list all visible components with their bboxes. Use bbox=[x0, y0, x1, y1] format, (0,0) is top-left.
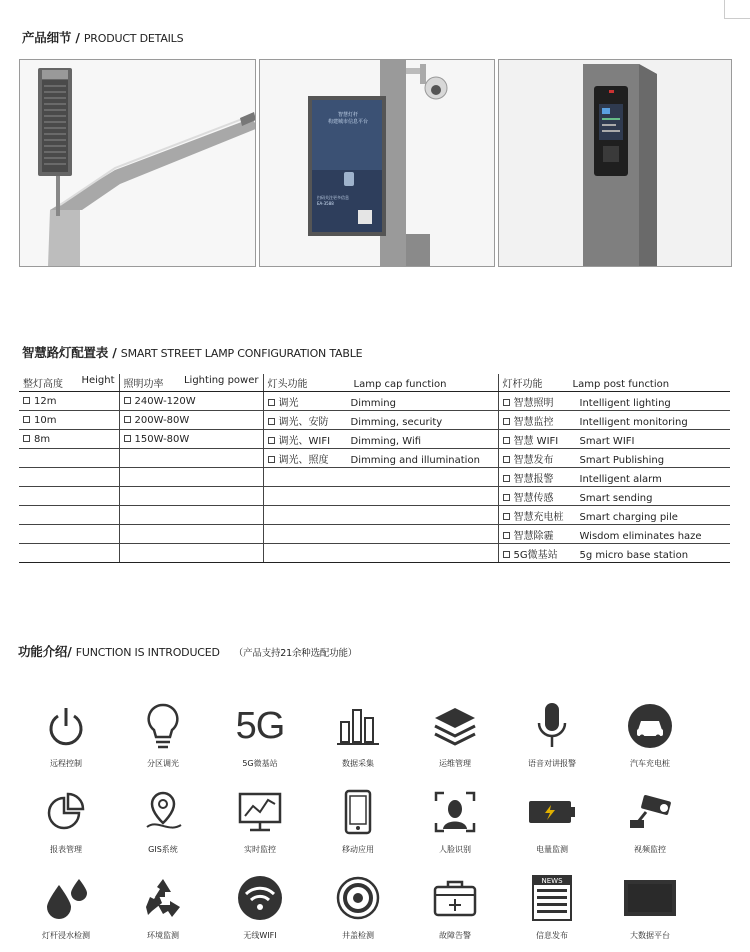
cell-height: 10m bbox=[19, 411, 119, 430]
cell-lamp-post: 智慧充电桩 Smart charging pile bbox=[498, 506, 730, 525]
cell-height bbox=[19, 449, 119, 468]
cell-power: 150W-80W bbox=[119, 430, 263, 449]
cell-height bbox=[19, 544, 119, 563]
monitor-chart-icon bbox=[230, 786, 290, 838]
bullet-square-icon bbox=[503, 437, 510, 444]
bullet-square-icon bbox=[124, 435, 131, 442]
function-item bbox=[407, 872, 503, 941]
cell-power: 240W-120W bbox=[119, 392, 263, 411]
news-icon: NEWS bbox=[522, 872, 582, 924]
lamp-head-photo bbox=[19, 59, 256, 267]
cell-lamp-cap bbox=[263, 544, 498, 563]
water-drops-icon bbox=[36, 872, 96, 924]
product-details-title-cn: 产品细节 / bbox=[22, 30, 84, 45]
cell-lamp-cap bbox=[263, 468, 498, 487]
bulb-icon bbox=[133, 700, 193, 752]
function-label: GIS系统 bbox=[148, 845, 178, 854]
info-screen-photo bbox=[259, 59, 495, 267]
functions-title-en: FUNCTION IS INTRODUCED bbox=[75, 646, 220, 659]
cell-height bbox=[19, 468, 119, 487]
function-item bbox=[504, 700, 600, 769]
function-label: 井盖检测 bbox=[342, 931, 374, 940]
header-lamp-post: 灯杆功能 Lamp post function bbox=[498, 374, 730, 392]
bullet-square-icon bbox=[23, 397, 30, 404]
function-label: 运维管理 bbox=[439, 759, 471, 768]
function-label: 语音对讲报警 bbox=[528, 759, 576, 768]
config-table-title-cn: 智慧路灯配置表 / bbox=[22, 345, 121, 360]
table-row bbox=[19, 506, 730, 525]
function-label: 远程控制 bbox=[50, 759, 82, 768]
screen-line-4: EA-3588 bbox=[317, 201, 334, 206]
lamp-head-illustration bbox=[20, 60, 255, 266]
header-lamp-cap: 灯头功能 Lamp cap function bbox=[263, 374, 498, 392]
cell-power bbox=[119, 468, 263, 487]
cell-lamp-post: 5G微基站 5g micro base station bbox=[498, 544, 730, 563]
function-item bbox=[407, 700, 503, 769]
product-details-title-en: PRODUCT DETAILS bbox=[83, 32, 184, 45]
header-lighting-power: 照明功率 Lighting power bbox=[119, 374, 263, 392]
function-label: 分区调光 bbox=[147, 759, 179, 768]
cell-height bbox=[19, 506, 119, 525]
function-label: 环境监测 bbox=[147, 931, 179, 940]
function-label: 人脸识别 bbox=[439, 845, 471, 854]
table-header-row bbox=[19, 374, 730, 392]
battery-icon bbox=[522, 786, 582, 838]
function-label: 视频监控 bbox=[634, 845, 666, 854]
microphone-icon bbox=[522, 700, 582, 752]
face-scan-icon bbox=[425, 786, 485, 838]
function-item bbox=[18, 786, 114, 855]
header-height: 整灯高度 Height bbox=[19, 374, 119, 392]
cell-lamp-cap: 调光、照度 Dimming and illumination bbox=[263, 449, 498, 468]
wifi-icon bbox=[230, 872, 290, 924]
cell-lamp-post: 智慧报警 Intelligent alarm bbox=[498, 468, 730, 487]
bullet-square-icon bbox=[124, 416, 131, 423]
function-label: 电量监测 bbox=[536, 845, 568, 854]
charging-pole-photo bbox=[498, 59, 732, 267]
screen-text bbox=[317, 112, 379, 126]
function-label: 5G微基站 bbox=[242, 759, 278, 768]
bullet-square-icon bbox=[268, 399, 275, 406]
cell-lamp-cap: 调光 Dimming bbox=[263, 392, 498, 411]
cell-lamp-cap bbox=[263, 487, 498, 506]
cell-power bbox=[119, 487, 263, 506]
cell-height: 8m bbox=[19, 430, 119, 449]
5g-icon: 5G bbox=[235, 704, 285, 747]
function-item bbox=[212, 786, 308, 855]
cell-lamp-cap: 调光、安防 Dimming, security bbox=[263, 411, 498, 430]
bullet-square-icon bbox=[503, 475, 510, 482]
functions-note: （产品支持21余种选配功能） bbox=[233, 648, 358, 659]
recycle-icon bbox=[133, 872, 193, 924]
function-label: 故障告警 bbox=[439, 931, 471, 940]
table-row bbox=[19, 392, 730, 411]
cell-lamp-cap bbox=[263, 506, 498, 525]
function-item bbox=[310, 700, 406, 769]
function-item bbox=[602, 786, 698, 855]
map-pin-icon bbox=[133, 786, 193, 838]
big-data-icon bbox=[620, 872, 680, 924]
cell-lamp-cap: 调光、WIFI Dimming, Wifi bbox=[263, 430, 498, 449]
config-table-title bbox=[22, 343, 362, 361]
config-table-title-en: SMART STREET LAMP CONFIGURATION TABLE bbox=[120, 347, 363, 360]
info-screen-illustration bbox=[260, 60, 494, 266]
cell-power: 200W-80W bbox=[119, 411, 263, 430]
power-icon bbox=[36, 700, 96, 752]
manhole-icon bbox=[328, 872, 388, 924]
function-label: 汽车充电桩 bbox=[630, 759, 670, 768]
bullet-square-icon bbox=[23, 416, 30, 423]
table-body bbox=[19, 392, 730, 563]
function-label: 数据采集 bbox=[342, 759, 374, 768]
bullet-square-icon bbox=[503, 494, 510, 501]
bullet-square-icon bbox=[503, 532, 510, 539]
screen-footer-text bbox=[317, 195, 357, 207]
cell-lamp-post: 智慧传感 Smart sending bbox=[498, 487, 730, 506]
bar-chart-icon bbox=[328, 700, 388, 752]
table-row bbox=[19, 411, 730, 430]
bullet-square-icon bbox=[268, 456, 275, 463]
function-item bbox=[18, 700, 114, 769]
bullet-square-icon bbox=[268, 418, 275, 425]
function-item bbox=[310, 872, 406, 941]
function-label: 移动应用 bbox=[342, 845, 374, 854]
cell-height: 12m bbox=[19, 392, 119, 411]
function-item bbox=[115, 786, 211, 855]
table-row bbox=[19, 525, 730, 544]
first-aid-icon bbox=[425, 872, 485, 924]
function-label: 信息发布 bbox=[536, 931, 568, 940]
bullet-square-icon bbox=[503, 551, 510, 558]
function-item bbox=[602, 700, 698, 769]
table-row bbox=[19, 430, 730, 449]
function-item bbox=[115, 872, 211, 941]
screen-line-1: 智慧灯杆 bbox=[337, 112, 358, 118]
car-icon bbox=[620, 700, 680, 752]
function-item bbox=[407, 786, 503, 855]
cell-lamp-post: 智慧 WIFI Smart WIFI bbox=[498, 430, 730, 449]
cell-lamp-cap bbox=[263, 525, 498, 544]
functions-title-cn: 功能介绍/ bbox=[18, 644, 76, 659]
function-label: 实时监控 bbox=[244, 845, 276, 854]
bullet-square-icon bbox=[124, 397, 131, 404]
cell-power bbox=[119, 506, 263, 525]
cell-lamp-post: 智慧照明 Intelligent lighting bbox=[498, 392, 730, 411]
cell-power bbox=[119, 449, 263, 468]
table-row bbox=[19, 468, 730, 487]
function-item bbox=[310, 786, 406, 855]
function-item bbox=[212, 872, 308, 941]
bullet-square-icon bbox=[268, 437, 275, 444]
function-label: 无线WIFI bbox=[243, 931, 277, 940]
table-row bbox=[19, 544, 730, 563]
bullet-square-icon bbox=[503, 456, 510, 463]
cell-power bbox=[119, 544, 263, 563]
cell-power bbox=[119, 525, 263, 544]
function-item bbox=[212, 700, 308, 769]
table-row bbox=[19, 487, 730, 506]
function-item bbox=[115, 700, 211, 769]
phone-icon bbox=[328, 786, 388, 838]
functions-title bbox=[18, 642, 357, 660]
config-table bbox=[19, 374, 730, 563]
bullet-square-icon bbox=[503, 399, 510, 406]
function-item bbox=[504, 786, 600, 855]
bullet-square-icon bbox=[23, 435, 30, 442]
pie-chart-icon bbox=[36, 786, 96, 838]
screen-line-3: 扫码关注更多信息 bbox=[317, 195, 349, 200]
cell-height bbox=[19, 487, 119, 506]
charging-pole-illustration bbox=[499, 60, 731, 266]
function-label: 灯杆浸水检测 bbox=[42, 931, 90, 940]
table-row bbox=[19, 449, 730, 468]
camera-icon bbox=[620, 786, 680, 838]
bullet-square-icon bbox=[503, 513, 510, 520]
layers-icon bbox=[425, 700, 485, 752]
function-item bbox=[18, 872, 114, 941]
bullet-square-icon bbox=[503, 418, 510, 425]
cell-height bbox=[19, 525, 119, 544]
screen-line-2: 构建城市信息平台 bbox=[327, 119, 368, 125]
function-label: 大数据平台 bbox=[630, 931, 670, 940]
function-label: 报表管理 bbox=[50, 845, 82, 854]
cell-lamp-post: 智慧监控 Intelligent monitoring bbox=[498, 411, 730, 430]
cell-lamp-post: 智慧发布 Smart Publishing bbox=[498, 449, 730, 468]
cell-lamp-post: 智慧除霾 Wisdom eliminates haze bbox=[498, 525, 730, 544]
page-corner-mark bbox=[724, 0, 750, 19]
function-item bbox=[602, 872, 698, 941]
product-details-title bbox=[22, 28, 183, 46]
function-item bbox=[504, 872, 600, 941]
